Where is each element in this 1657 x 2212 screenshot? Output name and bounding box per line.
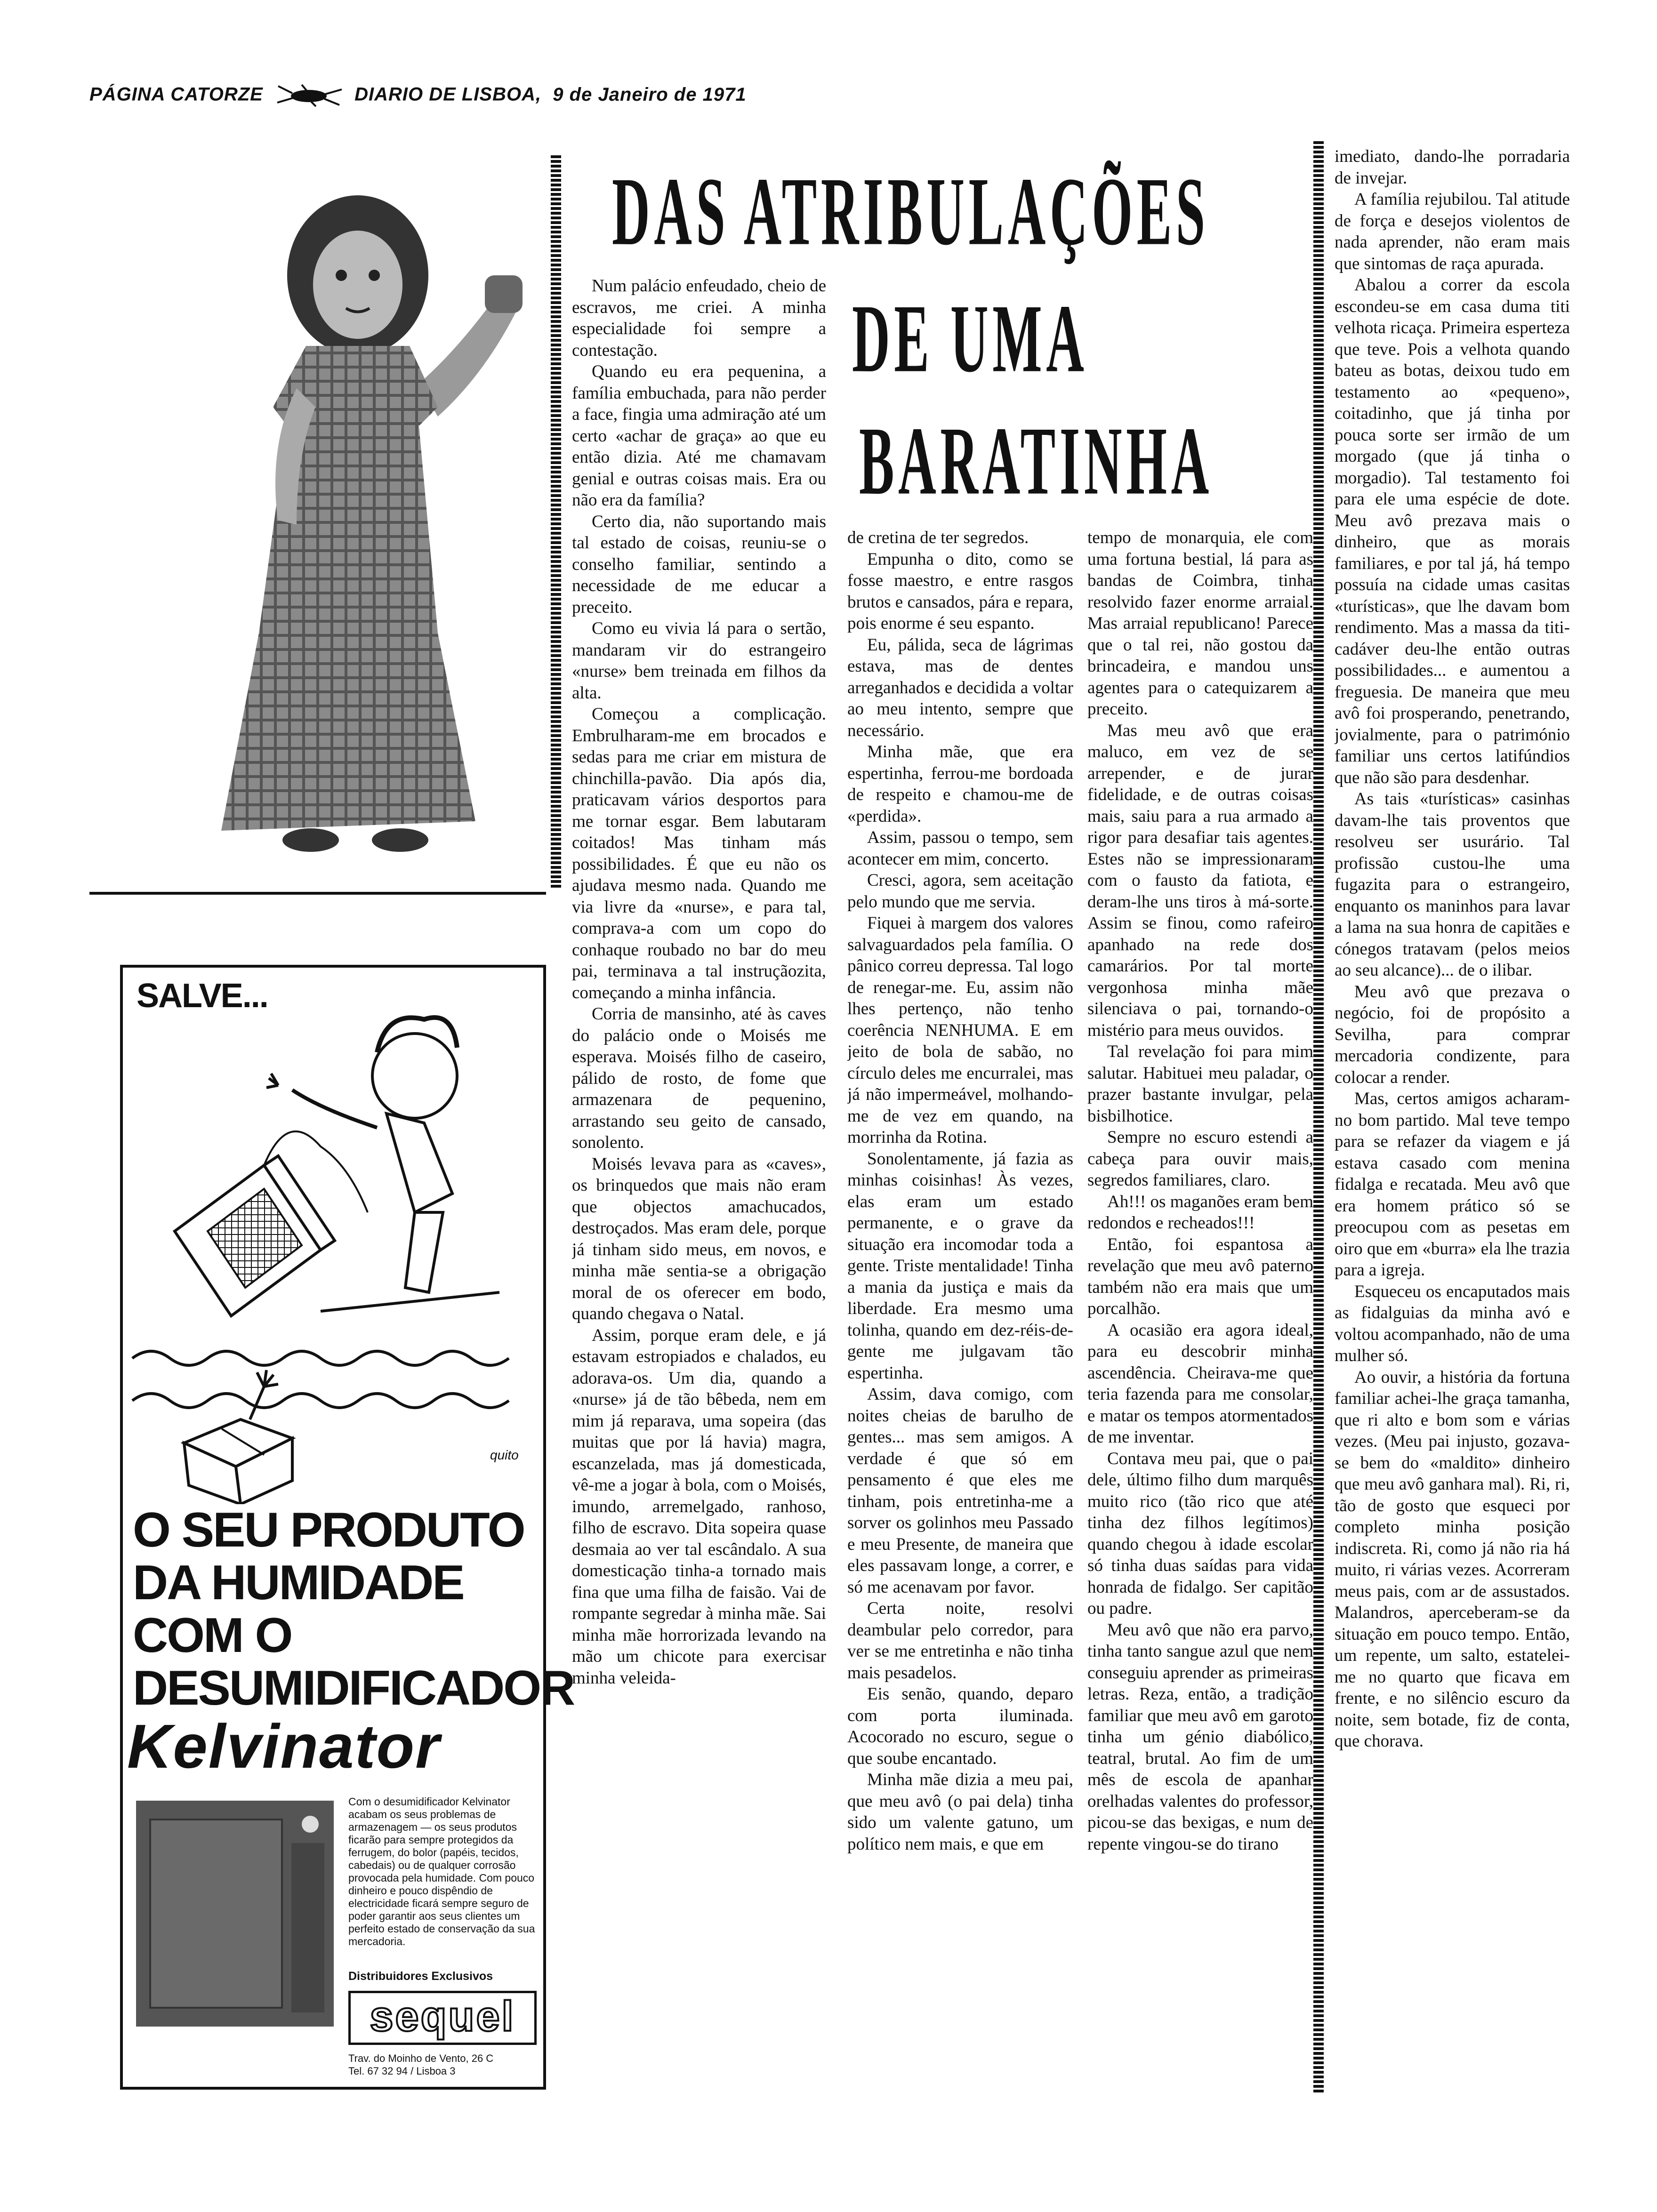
article-paragraph: Contava meu pai, que o pai dele, último filho dum marquês muito rico (tão rico que até tinha dez filhos legítimos) quando chegou à idade escolar só tinha duas saídas para vida honrada de fidalgo. Ser capitão ou padre. [1087,1449,1313,1618]
article-paragraph: Mas, certos amigos acharam-no bom partido. Mal teve tempo para se refazer da viagem e já estava casado com menina fidalga e recatada. Meu avô que era homem prático só se preocupou com as pesetas em oiro que em «burra» ela lhe trazia para a igreja. [1335,1089,1570,1280]
article-paragraph: Abalou a correr da escola escondeu-se em casa duma titi velhota ricaça. Primeira esperteza que teve. Pois a velhota quando bateu as botas, deixou tudo em testamento ao «pequeno», coitadinho, que já tinha por pouca sorte ser irmão de um morgado (que já tinha o morgadio). Tal testamento foi para ele uma espécie de dote. Meu avô prezava mais o dinheiro, que as morais familiares, e por tal já, há tempo possuía na cidade umas casitas «turísticas», que lhe davam bom rendimento. Mas a massa da titi-cadáver deu-lhe então outras possibilidades... e aumentou a freguesia. De maneira que meu avô foi prosperando, penetrando, jovialmente, para o património familiar uns certos latifúndios que não são para desdenhar. [1335,275,1570,787]
article-paragraph: Assim, dava comigo, com noites cheias de barulho de gentes... mas sem amigos. A verdade é que só em pensamento é que eles me tinham, pois entretinha-me a sorver os golinhos meu Passado e meu Presente, de maneira que eles passavam longe, a correr, e só me acenavam por favor. [847,1385,1073,1597]
article-paragraph: As tais «turísticas» casinhas davam-lhe tais proventos que resolveu ser usurário. Tal profissão custou-lhe uma fugazita para o estrangeiro, enquanto os maninhos para lavar a lama na sua honra de capitães e cónegos tratavam (pelos meios ao seu alcance)... de o ilibar. [1335,789,1570,980]
article-paragraph: Moisés levava para as «caves», os brinquedos que mais não eram que objectos amachucados, destroçados. Mas eram dele, porque já tinham sido meus, em novos, e minha mãe sentia-se a obrigação moral de os oferecer em bodo, quando chegava o Natal. [572,1154,826,1323]
ad-headline-line1: O SEU PRODUTO [133,1503,524,1557]
article-column-4 [1335,146,1570,2099]
article-title-line2: DE UMA [852,284,1088,393]
article-paragraph: Meu avô que não era parvo, tinha tanto sangue azul que nem conseguiu aprender as primeiras letras. Reza, então, a tradição familiar que meu avô em garoto tinha um génio diabólico, teatral, brutal. Ao fim de um mês de escola de apanhar orelhadas valentes do professor, picou-se das bexigas, e num de repente vingou-se do tirano [1087,1620,1313,1854]
article-paragraph: tempo de monarquia, ele com uma fortuna bestial, lá para as bandas de Coimbra, tinha resolvido fazer enorme arraial. Mas arraial republicano! Parece que o tal rei, não gostou da brincadeira, e mandou uns agentes para o catequizarem a preceito. [1087,528,1313,719]
article-paragraph: Corria de mansinho, até às caves do palácio onde o Moisés me esperava. Moisés filho de caseiro, pálido de rosto, de fome que armazenara de pequenino, arrastando seu geito de cansado, sonolento. [572,1004,826,1152]
ad-headline-line4: DESUMIDIFICADOR [133,1661,574,1715]
kelvinator-logo: Kelvinator [127,1712,441,1781]
ad-address-line1: Trav. do Moinho de Vento, 26 C [348,2052,494,2064]
article-paragraph: Como eu vivia lá para o sertão, mandaram vir do estrangeiro «nurse» bem treinada em filhos da alta. [572,619,826,703]
article-paragraph: Eu, pálida, seca de lágrimas estava, mas de dentes arreganhados e decidida a voltar ao meu intento, sempre que necessário. [847,635,1073,740]
article-paragraph: Começou a complicação. Embrulharam-me em brocados e sedas para me criar em mistura de chinchilla-pavão. Dia após dia, praticavam vários desportos para me tornar esgar. Bem labutaram coitados! Mas tinham más possibilidades. É que eu não os ajudava mesmo nada. Quando me via livre da «nurse», e para tal, comprava-a com um copo do conhaque roubado no bar do meu pai, terminava a tal instruçãozita, começando a minha infância. [572,705,826,1002]
ad-body-text: Com o desumidificador Kelvinator acabam os seus problemas de armazenagem — os seus produtos ficarão para sempre protegidos da ferrugem, do bolor (papéis, tecidos, cabedais) ou de qualquer corrosão provocada pela humidade. Com pouco dinheiro e pouco dispêndio de electricidade ficará sempre seguro de poder garantir aos seus clientes um perfeito estado de conservação da sua mercadoria. [348,1795,535,1948]
article-column-3 [1087,527,1313,2099]
article-paragraph: Empunha o dito, como se fosse maestro, e entre rasgos brutos e cansados, pára e repara, pois enorme é seu espanto. [847,549,1073,633]
article-paragraph: A família rejubilou. Tal atitude de força e desejos violentos de nada aprender, não eram mais que sintomas de raça apurada. [1335,190,1570,273]
ad-address [348,2052,537,2077]
article-paragraph: Eis senão, quando, deparo com porta iluminada. Acocorado no escuro, segue o que soube encantado. [847,1684,1073,1768]
article-column-2 [847,527,1073,2099]
article-paragraph: Sonolentamente, já fazia as minhas coisinhas! Às vezes, elas eram um estado permanente, e o grave da situação era incomodar toda a gente. Triste mentalidade! Tinha a mania da justiça e mais da liberdade. Era mesmo uma tolinha, quando em dez-réis-de-gente me julgavam tão espertinha. [847,1149,1073,1383]
left-ornamental-border [551,155,561,890]
newspaper-name: DIARIO DE LISBOA, [354,84,542,105]
ad-headline-line3: COM O [133,1608,292,1663]
article-paragraph: Minha mãe dizia a meu pai, que meu avô (o pai dela) tinha sido um valente gatuno, um político nem mais, e que em [847,1770,1073,1854]
article-paragraph: Ao ouvir, a história da fortuna familiar achei-lhe graça tamanha, que ri alto e bom som e várias vezes. (Meu pai injusto, gozava-se bem do «maldito» dinheiro que meu avô ganhara mal). Ri, ri, tão de gosto que esqueci por completo minha posição indiscreta. Ri, como já não ria há muito, ri várias vezes. Acorreram meus pais, com ar de assustados. Malandros, aperceberam-se da situação em pouco tempo. Então, um repente, um salto, estatelei-me no quarto que ficava em frente, e no silêncio escuro da noite, sem botade, fiz de conta, que chorava. [1335,1367,1570,1751]
section-divider [89,892,546,895]
article-paragraph: A ocasião era agora ideal, para eu descobrir minha ascendência. Cheirava-me que teria fazenda para me consolar, e matar os tempos atormentados de me inventar. [1087,1320,1313,1447]
article-paragraph: Minha mãe, que era espertinha, ferrou-me bordoada de respeito e chamou-me de «perdida». [847,742,1073,826]
article-paragraph: Meu avô que prezava o negócio, foi de propósito a Sevilha, para comprar mercadoria condizente, para colocar a render. [1335,982,1570,1087]
article-paragraph: Tal revelação foi para mim salutar. Habituei meu paladar, o prazer bastante invulgar, pela bisbilhotice. [1087,1042,1313,1126]
girl-photo [155,162,555,868]
ad-address-line2: Tel. 67 32 94 / Lisboa 3 [348,2065,456,2077]
ad-headline-line2: DA HUMIDADE [133,1555,464,1610]
article-paragraph: Quando eu era pequenina, a família embuchada, para não perder a face, fingia uma admiração até um certo «achar de graça» ao que eu então dizia. Até me chamavam genial e outras coisas mais. Era ou não era da família? [572,362,826,510]
article-paragraph: Certo dia, não suportando mais tal estado de coisas, reuniu-se o conselho familiar, sentindo a necessidade de me educar a preceito. [572,512,826,617]
article-paragraph: Fiquei à margem dos valores salvaguardados pela família. O pânico correu depressa. Tal logo de renegar-me. Eu, assim não lhes pertenço, não tenho coerência NENHUMA. E em jeito de bola de sabão, no círculo deles me encurralei, mas já não impermeável, molhando-me de vez em quando, na morrinha da Rotina. [847,914,1073,1147]
article-paragraph: Assim, passou o tempo, sem acontecer em mim, concerto. [847,828,1073,869]
ad-artist-signature: quito [490,1448,519,1462]
article-title-line1: DAS ATRIBULAÇÕES [612,157,1209,265]
ad-salve-text: SALVE... [137,977,268,1015]
article-paragraph: Mas meu avô que era maluco, em vez de se arrepender, e de jurar fidelidade, e de outras coisas mais, saiu para a rua armado a rigor para desafiar tais agentes. Estes não se impressionaram com o fausto da fatiota, e deram-lhe uns tiros à má-sorte. Assim se finou, como rafeiro apanhado na rede dos camarários. Por tal morte vergonhosa minha mãe silenciava o pai, tornando-o mistério para meus ouvidos. [1087,721,1313,1040]
article-paragraph: Então, foi espantosa a revelação que meu avô paterno também não era mais que um porcalhão. [1087,1234,1313,1318]
article-paragraph: imediato, dando-lhe porradaria de invejar. [1335,147,1570,188]
article-column-1 [572,275,826,2099]
ad-headline [133,1503,574,1715]
dehumidifier-product-photo [131,1796,338,2031]
article-paragraph: Certa noite, resolvi deambular pelo corredor, para ver se me entretinha e não tinha mais pesadelos. [847,1599,1073,1683]
ad-distributors-label: Distribuidores Exclusivos [348,1970,493,1983]
article-title-line3: BARATINHA [859,407,1213,515]
article-paragraph: de cretina de ter segredos. [847,528,1029,547]
ad-cartoon-illustration [123,968,543,1504]
right-ornamental-border [1313,141,1324,2094]
cockroach-logo-icon [273,84,344,107]
page-header [89,84,748,112]
article-paragraph: Cresci, agora, sem aceitação pelo mundo que me servia. [847,871,1073,912]
page-label: PÁGINA CATORZE [89,84,263,105]
article-paragraph: Ah!!! os maganões eram bem redondos e recheados!!! [1087,1192,1313,1233]
sequel-logo: sequel [348,1991,537,2045]
article-paragraph: Assim, porque eram dele, e já estavam estropiados e chalados, eu adorava-os. Um dia, quando a «nurse» já de tão bêbeda, nem em mim já reparava, uma sopeira (das muitas que por lá havia) magra, escanzelada, mas já domesticada, vê-me a jogar à bola, com o Moisés, imundo, arremelgado, ranhoso, filho de escravo. Dita sopeira quase desmaia ao ver tal escândalo. A sua domesticação tinha-a tornado mais fina que uma filha de faisão. Vai de rompante segredar à minha mãe. Sai minha mãe horrorizada levando na mão um chicote para exercisar minha veleida- [572,1325,826,1688]
issue-date: 9 de Janeiro de 1971 [553,84,747,105]
article-paragraph: Num palácio enfeudado, cheio de escravos, me criei. A minha especialidade foi sempre a contestação. [572,276,826,360]
article-paragraph: Sempre no escuro estendi a cabeça para ouvir mais, segredos familiares, claro. [1087,1128,1313,1190]
article-paragraph: Esqueceu os encaputados mais as fidalguias da minha avó e voltou acompanhado, não de uma mulher só. [1335,1282,1570,1365]
